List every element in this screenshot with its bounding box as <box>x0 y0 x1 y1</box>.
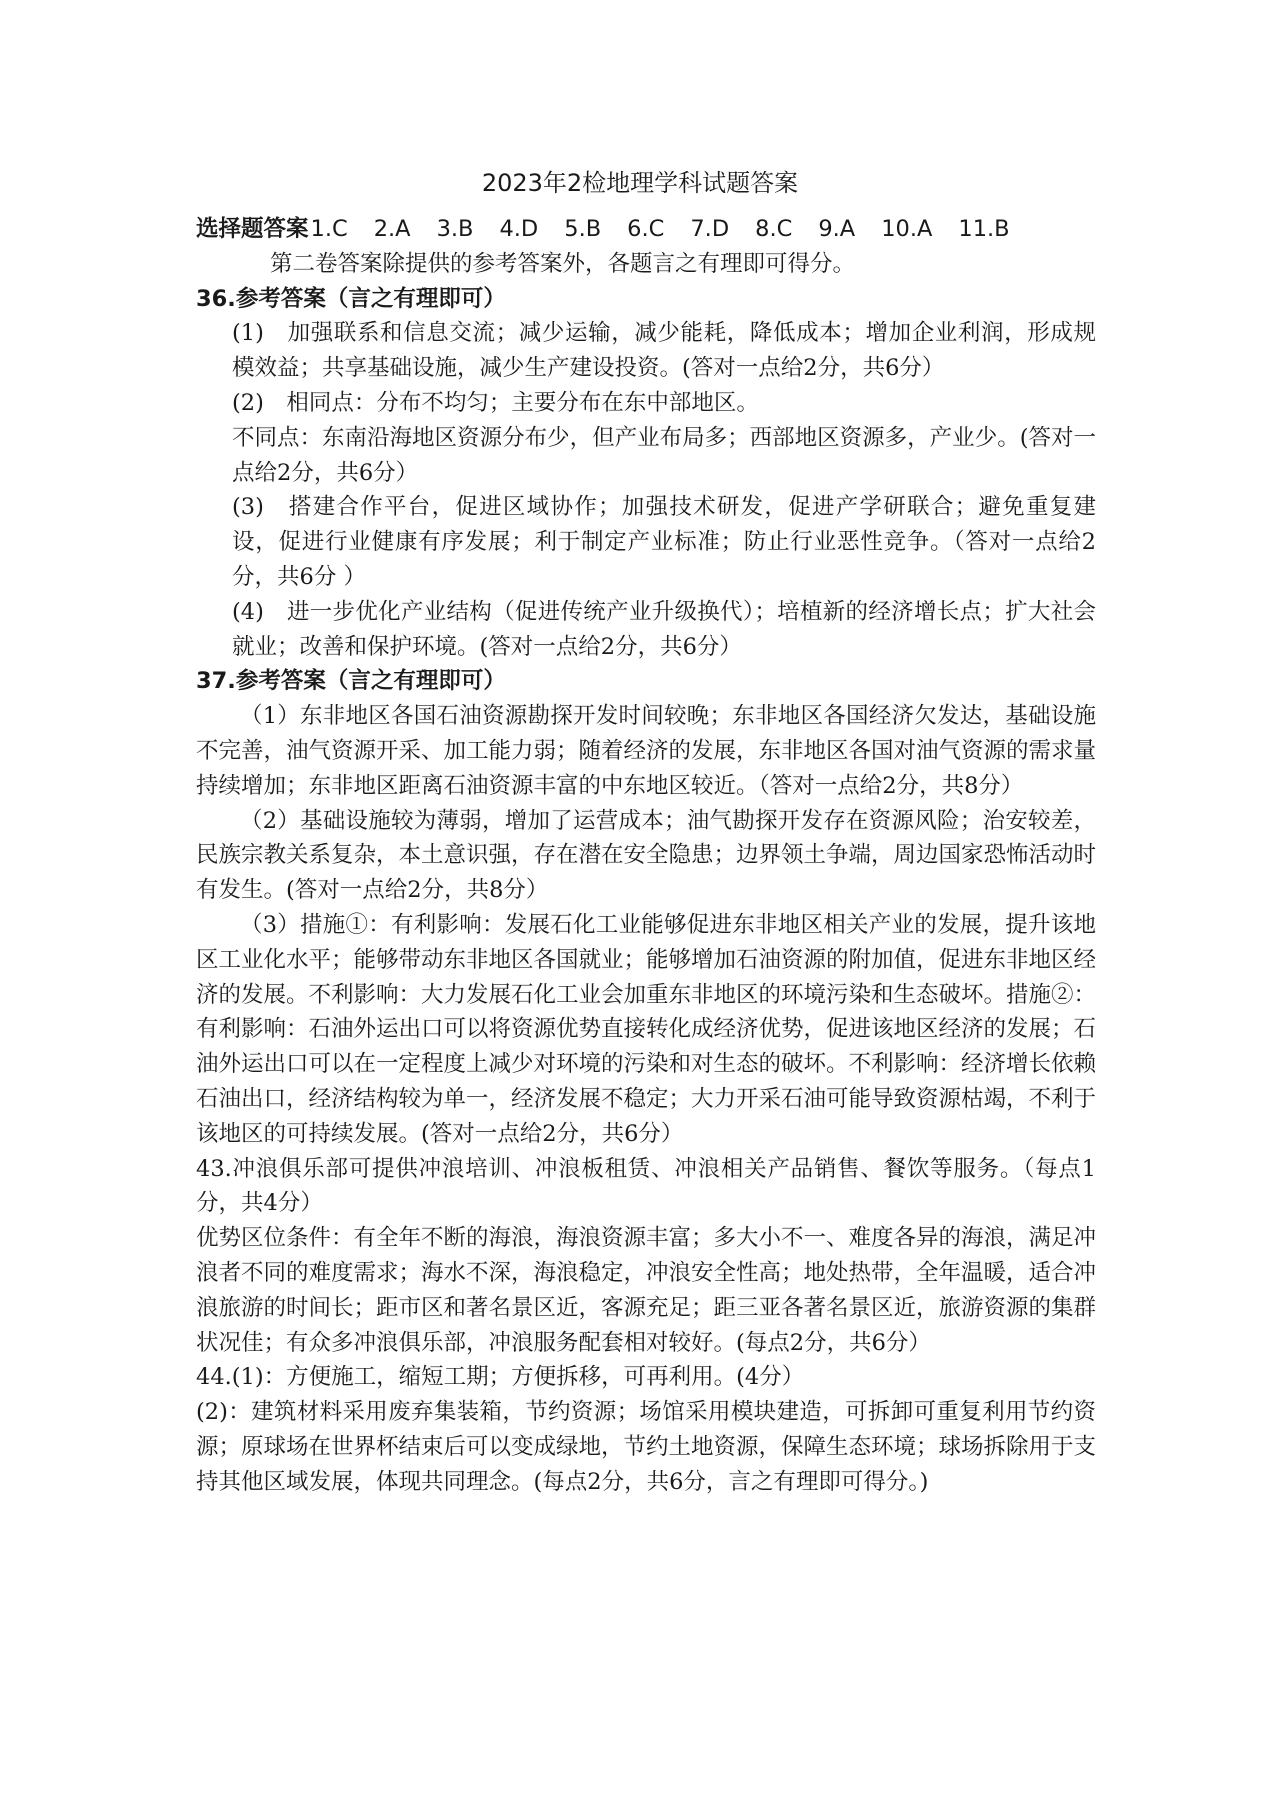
q36-part-3: (3) 搭建合作平台，促进区域协作；加强技术研发，促进产学研联合；避免重复建设，促进行业健康有序发展；利于制定产业标准；防止行业恶性竞争。（答对一点给2分，共6分 ） <box>232 494 1096 590</box>
mc-answer-3: 3.B <box>436 216 474 242</box>
q37-part-1: （1）东非地区各国石油资源勘探开发时间较晚；东非地区各国经济欠发达，基础设施不完善，油气资源开采、加工能力弱；随着经济的发展，东非地区各国对油气资源的需求量持续增加；东非地区距离石油资源丰富的中东地区较近。（答对一点给2分，共8分） <box>196 703 1097 799</box>
page-title: 2023年2检地理学科试题答案 <box>481 169 799 197</box>
mc-label: 选择题答案 <box>196 216 309 242</box>
mc-answer-5: 5.B <box>564 216 602 242</box>
mc-answer-4: 4.D <box>499 216 539 242</box>
grading-note: 第二卷答案除提供的参考答案外，各题言之有理即可得分。 <box>270 250 856 277</box>
q43-location-advantages: 优势区位条件：有全年不断的海浪，海浪资源丰富；多大小不一、难度各异的海浪，满足冲浪者不同的难度需求；海水不深，海浪稳定，冲浪安全性高；地处热带，全年温暖，适合冲浪旅游的时间长；距市区和著名景区近，客源充足；距三亚各著名景区近，旅游资源的集群状况佳；有众多冲浪俱乐部，冲浪服务配套相对较好。(每点2分，共6分） <box>196 1225 1097 1356</box>
mc-answer-list <box>311 216 1036 242</box>
mc-answer-9: 9.A <box>818 216 856 242</box>
mc-answer-11: 11.B <box>958 216 1010 242</box>
q44-part-2: (2)：建筑材料采用废弃集装箱，节约资源；场馆采用模块建造，可拆卸可重复利用节约资源；原球场在世界杯结束后可以变成绿地，节约土地资源，保障生态环境；球场拆除用于支持其他区域发展，体现共同理念。(每点2分，共6分，言之有理即可得分。) <box>196 1399 1097 1495</box>
mc-answer-6: 6.C <box>627 216 665 242</box>
q37-part-2: （2）基础设施较为薄弱，增加了运营成本；油气勘探开发存在资源风险；治安较差，民族宗教关系复杂，本土意识强，存在潜在安全隐患；边界领土争端，周边国家恐怖活动时有发生。(答对一点给2分，共8分） <box>196 807 1097 904</box>
q37-part-3: （3）措施①：有利影响：发展石化工业能够促进东非地区相关产业的发展，提升该地区工业化水平；能够带动东非地区各国就业；能够增加石油资源的附加值，促进东非地区经济的发展。不利影响：大力发展石化工业会加重东非地区的环境污染和生态破坏。措施②：有利影响：石油外运出口可以将资源优势直接转化成经济优势，促进该地区经济的发展；石油外运出口可以在一定程度上减少对环境的污染和对生态的破坏。不利影响：经济增长依赖石油出口，经济结构较为单一，经济发展不稳定；大力开采石油可能导致资源枯竭，不利于该地区的可持续发展。(答对一点给2分，共6分） <box>196 911 1097 1147</box>
q36-part-1: (1) 加强联系和信息交流；减少运输，减少能耗，降低成本；增加企业利润，形成规模效益；共享基础设施，减少生产建设投资。(答对一点给2分，共6分） <box>232 320 1096 382</box>
mc-answer-1: 1.C <box>310 216 348 242</box>
multiple-choice-answers <box>196 212 1096 247</box>
mc-answer-7: 7.D <box>690 216 730 242</box>
mc-answer-8: 8.C <box>755 216 793 242</box>
q37-heading: 37.参考答案（言之有理即可） <box>196 668 506 695</box>
q36-part-4: (4) 进一步优化产业结构（促进传统产业升级换代）；培植新的经济增长点；扩大社会就业；改善和保护环境。(答对一点给2分，共6分） <box>232 598 1096 660</box>
q36-part-2-same: (2) 相同点：分布不均匀；主要分布在东中部地区。 <box>232 389 759 416</box>
answer-content <box>196 212 1096 1499</box>
mc-answer-2: 2.A <box>373 216 411 242</box>
mc-answer-10: 10.A <box>881 216 933 242</box>
q44-part-1: 44.(1)：方便施工，缩短工期；方便拆移，可再利用。(4分） <box>196 1364 805 1391</box>
q36-heading: 36.参考答案（言之有理即可） <box>196 285 506 312</box>
q36-part-2-diff: 不同点：东南沿海地区资源分布少，但产业布局多；西部地区资源多，产业少。(答对一点给2分，共6分） <box>232 424 1096 486</box>
q43-answer: 43.冲浪俱乐部可提供冲浪培训、冲浪板租赁、冲浪相关产品销售、餐饮等服务。（每点1分，共4分） <box>196 1155 1096 1217</box>
